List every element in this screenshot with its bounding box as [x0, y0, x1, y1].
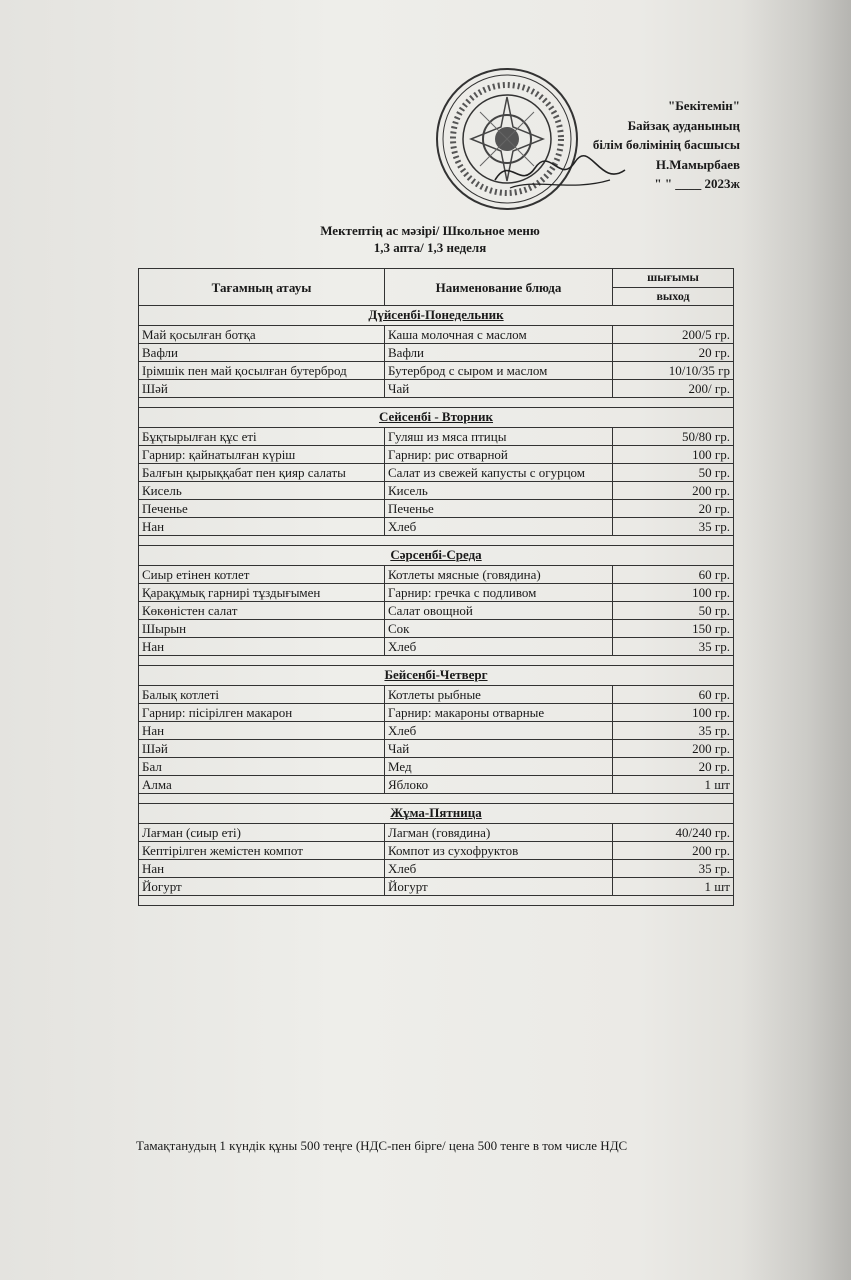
approval-line: Н.Мамырбаев	[655, 156, 740, 172]
dish-name-kz: Кептірілген жемістен компот	[139, 842, 385, 860]
dish-name-kz: Нан	[139, 518, 385, 536]
dish-name-ru: Яблоко	[385, 776, 613, 794]
spacer-row	[139, 794, 734, 804]
table-row	[139, 878, 734, 896]
spacer-row	[139, 536, 734, 546]
dish-name-kz: Бал	[139, 758, 385, 776]
dish-name-ru: Котлеты мясные (говядина)	[385, 566, 613, 584]
column-header-output-kz: шығымы	[613, 269, 734, 288]
dish-name-kz: Ірімшік пен май қосылған бутерброд	[139, 362, 385, 380]
dish-output: 100 гр.	[613, 446, 734, 464]
table-row	[139, 380, 734, 398]
dish-name-ru: Мед	[385, 758, 613, 776]
dish-name-kz: Балғын қырыққабат пен қияр салаты	[139, 464, 385, 482]
dish-name-ru: Кисель	[385, 482, 613, 500]
dish-output: 200 гр.	[613, 740, 734, 758]
table-row	[139, 584, 734, 602]
day-header-row	[139, 306, 734, 326]
dish-name-ru: Бутерброд с сыром и маслом	[385, 362, 613, 380]
table-row	[139, 446, 734, 464]
dish-name-ru: Гуляш из мяса птицы	[385, 428, 613, 446]
dish-name-ru: Салат из свежей капусты с огурцом	[385, 464, 613, 482]
dish-output: 60 гр.	[613, 686, 734, 704]
column-header-ru: Наименование блюда	[385, 269, 613, 306]
dish-name-kz: Печенье	[139, 500, 385, 518]
menu-table	[138, 268, 734, 906]
dish-name-kz: Қарақұмық гарнирі тұздығымен	[139, 584, 385, 602]
table-row	[139, 842, 734, 860]
dish-name-ru: Лагман (говядина)	[385, 824, 613, 842]
dish-output: 35 гр.	[613, 722, 734, 740]
spacer-cell	[139, 536, 734, 546]
dish-name-kz: Кисель	[139, 482, 385, 500]
day-name: Жұма-Пятница	[139, 804, 734, 824]
day-header-row	[139, 408, 734, 428]
dish-name-kz: Алма	[139, 776, 385, 794]
day-name: Дүйсенбі-Понедельник	[139, 306, 734, 326]
dish-output: 40/240 гр.	[613, 824, 734, 842]
dish-output: 35 гр.	[613, 518, 734, 536]
approval-line: "Бекітемін"	[667, 98, 740, 113]
table-row	[139, 776, 734, 794]
dish-name-ru: Хлеб	[385, 722, 613, 740]
spacer-row	[139, 656, 734, 666]
approval-date: " " ____ 2023ж	[654, 176, 740, 191]
table-row	[139, 428, 734, 446]
table-row	[139, 620, 734, 638]
document-title	[200, 222, 660, 256]
dish-name-ru: Печенье	[385, 500, 613, 518]
day-header-row	[139, 546, 734, 566]
dish-name-ru: Хлеб	[385, 860, 613, 878]
dish-output: 20 гр.	[613, 344, 734, 362]
table-row	[139, 518, 734, 536]
spacer-cell	[139, 896, 734, 906]
table-row	[139, 638, 734, 656]
dish-name-ru: Гарнир: макароны отварные	[385, 704, 613, 722]
dish-output: 50 гр.	[613, 602, 734, 620]
table-row	[139, 464, 734, 482]
dish-name-kz: Сиыр етінен котлет	[139, 566, 385, 584]
dish-output: 10/10/35 гр	[613, 362, 734, 380]
dish-output: 20 гр.	[613, 500, 734, 518]
dish-output: 200 гр.	[613, 842, 734, 860]
approval-line: Байзақ ауданының	[627, 117, 740, 133]
dish-output: 50 гр.	[613, 464, 734, 482]
dish-name-kz: Йогурт	[139, 878, 385, 896]
dish-name-kz: Гарнир: қайнатылған күріш	[139, 446, 385, 464]
dish-name-kz: Нан	[139, 722, 385, 740]
dish-name-ru: Гарнир: гречка с подливом	[385, 584, 613, 602]
table-row	[139, 344, 734, 362]
dish-output: 100 гр.	[613, 584, 734, 602]
dish-name-ru: Сок	[385, 620, 613, 638]
day-name: Бейсенбі-Четверг	[139, 666, 734, 686]
dish-output: 200/ гр.	[613, 380, 734, 398]
dish-name-ru: Хлеб	[385, 638, 613, 656]
spacer-row	[139, 896, 734, 906]
dish-name-ru: Хлеб	[385, 518, 613, 536]
dish-name-ru: Компот из сухофруктов	[385, 842, 613, 860]
title-line: Мектептің ас мәзірі/ Школьное меню	[320, 223, 540, 238]
dish-name-ru: Чай	[385, 740, 613, 758]
column-header-kz: Тағамның атауы	[139, 269, 385, 306]
dish-name-kz: Нан	[139, 638, 385, 656]
day-header-row	[139, 666, 734, 686]
table-row	[139, 686, 734, 704]
table-row	[139, 326, 734, 344]
dish-name-kz: Гарнир: пісірілген макарон	[139, 704, 385, 722]
page-shadow	[741, 0, 851, 1280]
dish-name-kz: Балық котлеті	[139, 686, 385, 704]
table-row	[139, 566, 734, 584]
spacer-cell	[139, 656, 734, 666]
table-row	[139, 758, 734, 776]
dish-name-ru: Котлеты рыбные	[385, 686, 613, 704]
dish-name-ru: Йогурт	[385, 878, 613, 896]
table-row	[139, 500, 734, 518]
dish-output: 20 гр.	[613, 758, 734, 776]
dish-output: 1 шт	[613, 776, 734, 794]
dish-output: 35 гр.	[613, 638, 734, 656]
dish-output: 35 гр.	[613, 860, 734, 878]
dish-name-kz: Лағман (сиыр еті)	[139, 824, 385, 842]
dish-name-kz: Шәй	[139, 740, 385, 758]
dish-name-ru: Каша молочная с маслом	[385, 326, 613, 344]
dish-name-ru: Вафли	[385, 344, 613, 362]
title-line: 1,3 апта/ 1,3 неделя	[373, 240, 487, 255]
approval-block	[560, 96, 740, 194]
dish-name-kz: Шәй	[139, 380, 385, 398]
table-row	[139, 824, 734, 842]
dish-name-kz: Нан	[139, 860, 385, 878]
dish-output: 1 шт	[613, 878, 734, 896]
dish-name-ru: Салат овощной	[385, 602, 613, 620]
table-row	[139, 482, 734, 500]
table-row	[139, 740, 734, 758]
dish-name-kz: Май қосылған ботқа	[139, 326, 385, 344]
dish-name-kz: Бұқтырылған құс еті	[139, 428, 385, 446]
day-header-row	[139, 804, 734, 824]
day-name: Сәрсенбі-Среда	[139, 546, 734, 566]
spacer-cell	[139, 398, 734, 408]
day-name: Сейсенбі - Вторник	[139, 408, 734, 428]
table-row	[139, 602, 734, 620]
menu-body	[139, 306, 734, 906]
dish-output: 150 гр.	[613, 620, 734, 638]
column-header-output-ru: выход	[613, 287, 734, 306]
dish-output: 200/5 гр.	[613, 326, 734, 344]
dish-name-ru: Гарнир: рис отварной	[385, 446, 613, 464]
dish-name-ru: Чай	[385, 380, 613, 398]
table-row	[139, 362, 734, 380]
table-row	[139, 860, 734, 878]
dish-output: 100 гр.	[613, 704, 734, 722]
price-footer: Тамақтанудың 1 күндік құны 500 теңге (НДС-пен бірге/ цена 500 тенге в том числе НДС	[136, 1138, 628, 1153]
approval-line: білім бөлімінің басшысы	[592, 137, 740, 152]
dish-name-kz: Көкөністен салат	[139, 602, 385, 620]
dish-output: 50/80 гр.	[613, 428, 734, 446]
dish-name-kz: Вафли	[139, 344, 385, 362]
table-row	[139, 704, 734, 722]
spacer-cell	[139, 794, 734, 804]
dish-output: 60 гр.	[613, 566, 734, 584]
spacer-row	[139, 398, 734, 408]
dish-output: 200 гр.	[613, 482, 734, 500]
dish-name-kz: Шырын	[139, 620, 385, 638]
table-row	[139, 722, 734, 740]
